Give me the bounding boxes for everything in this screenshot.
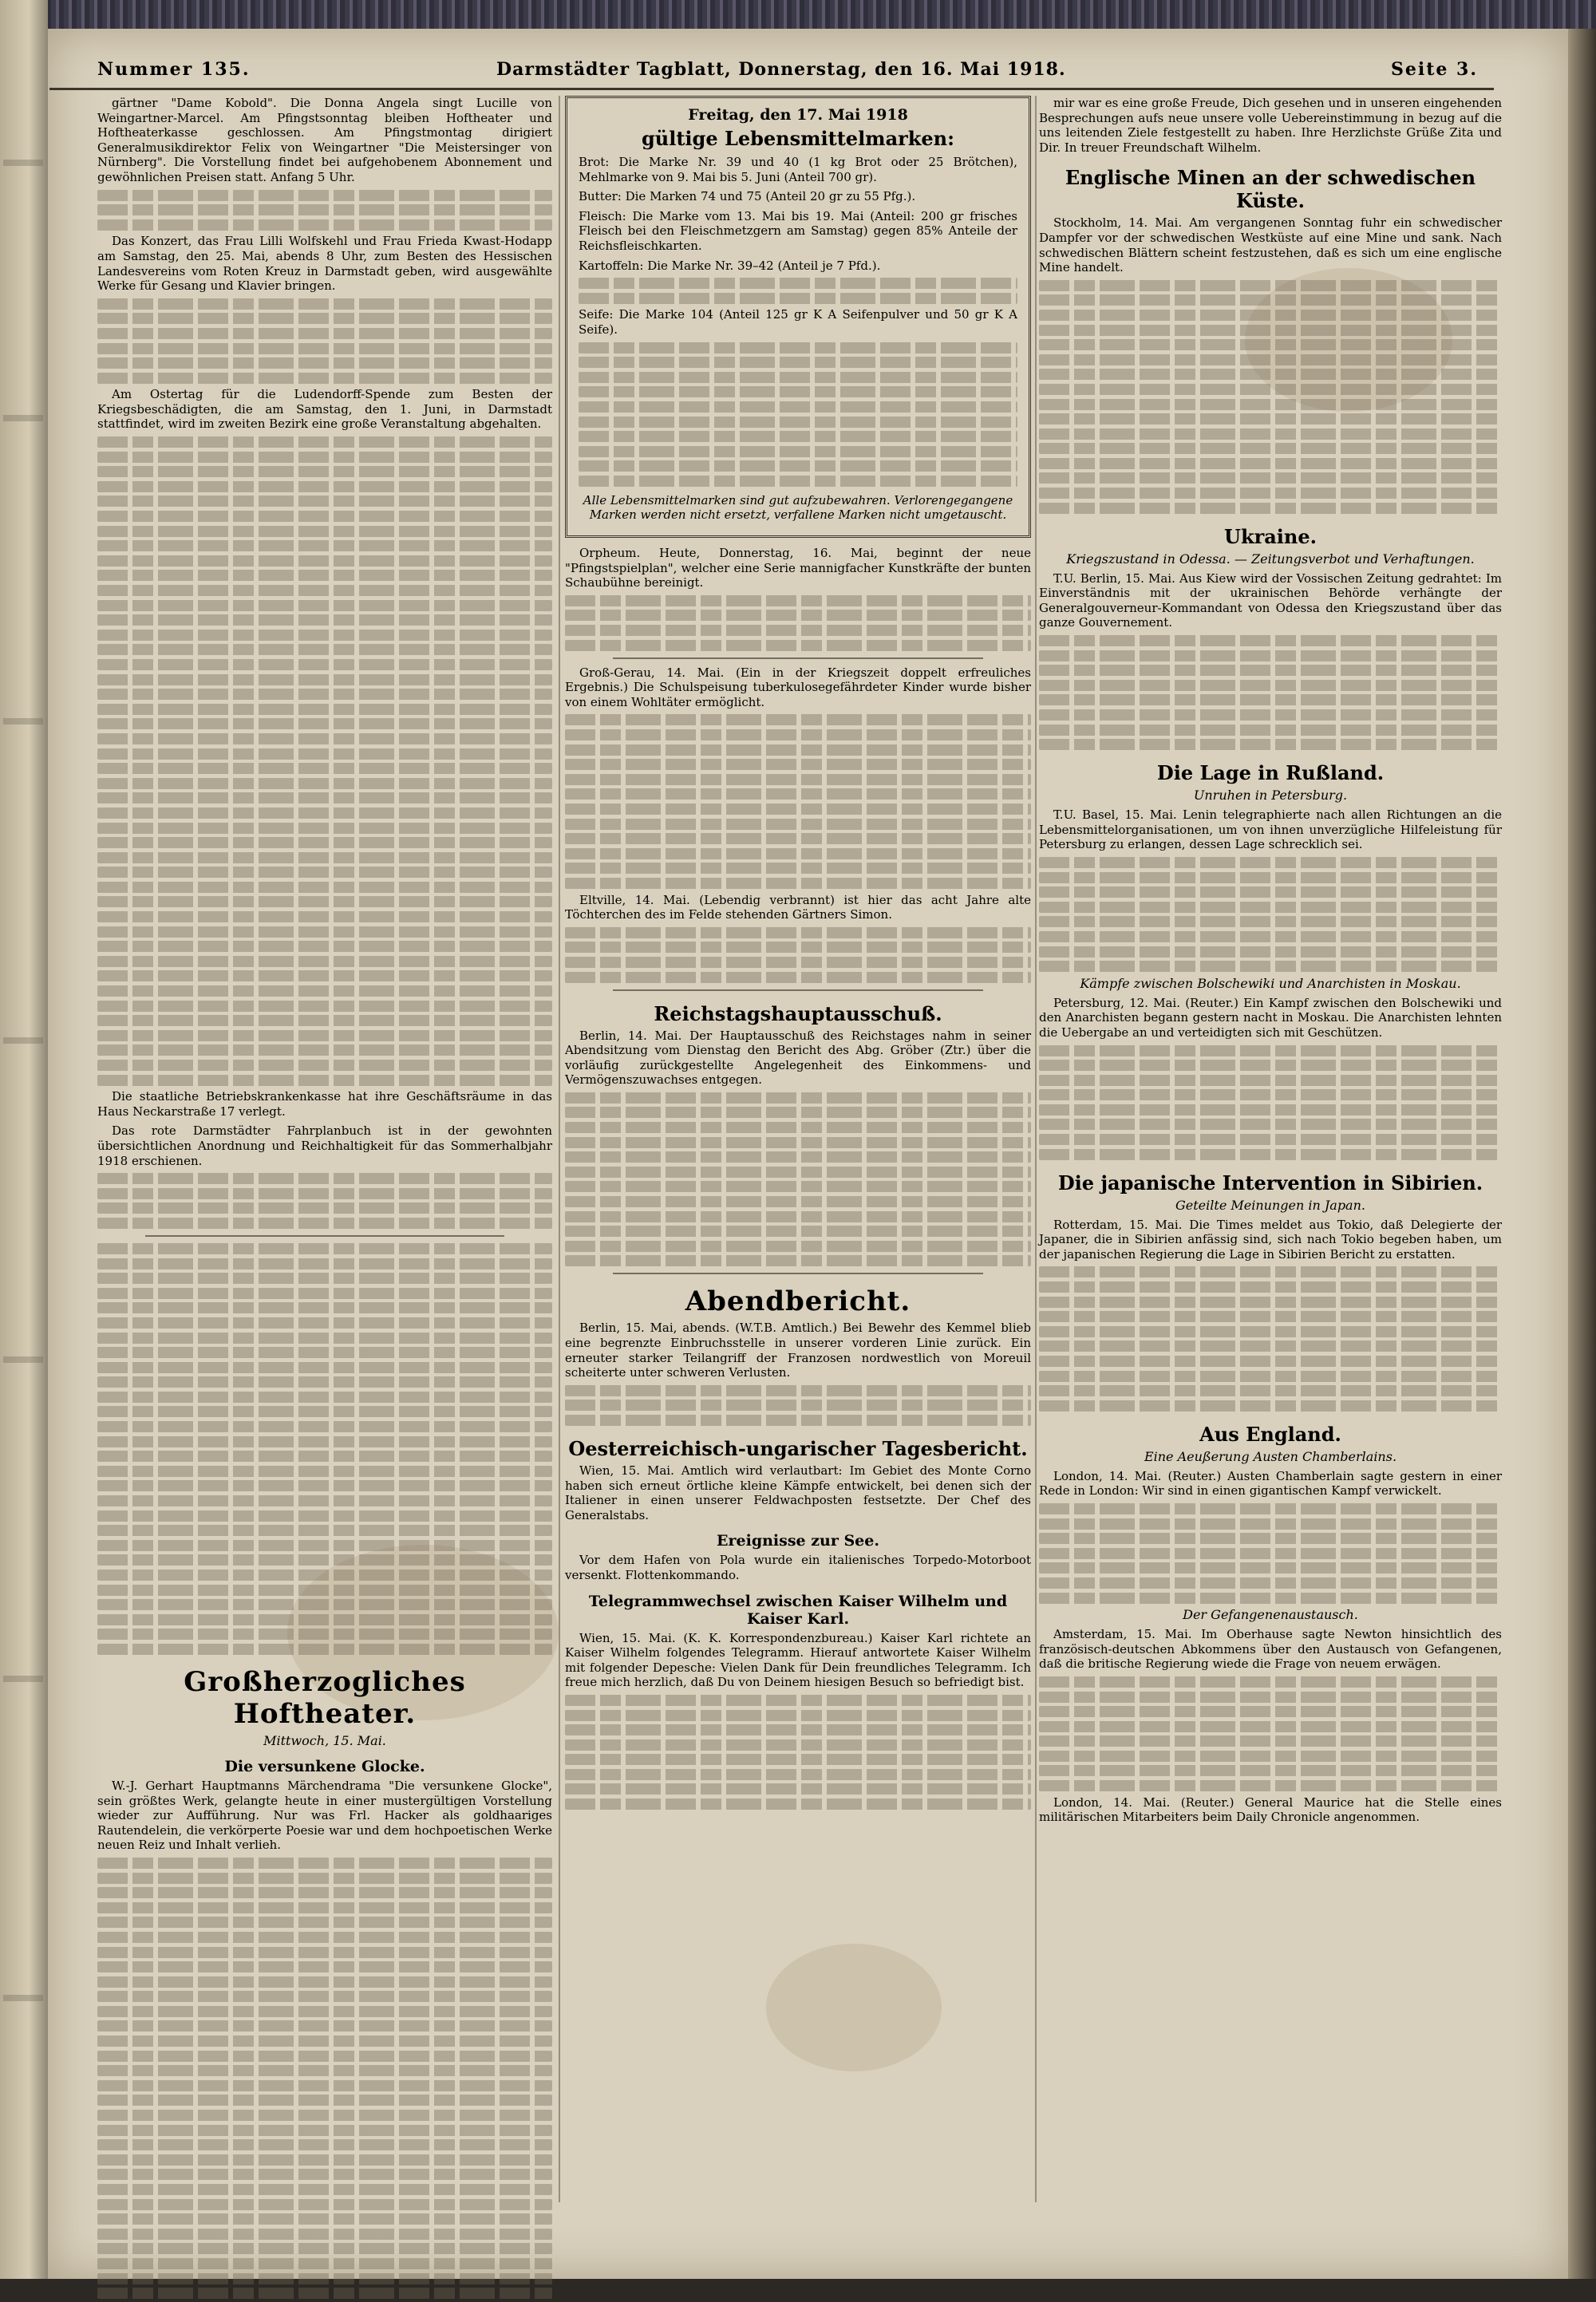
col2-orpheum: Orpheum. Heute, Donnerstag, 16. Mai, beginnt der neue "Pfingstspielplan", welcher eine Serie mannigfacher Kunstkräfte der bunten Schaubühne bereinigt. [565, 546, 1031, 590]
russia-subheading: Unruhen in Petersburg. [1193, 788, 1348, 804]
ukraine-subheading: Kriegszustand in Odessa. — Zeitungsverbot und Verhaftungen. [1066, 551, 1475, 567]
mines-text: Stockholm, 14. Mai. Am vergangenen Sonntag fuhr ein schwedischer Dampfer vor der schwedischen Westküste auf eine Mine und sank. Nach schwedischen Blättern scheint festzustehen, daß es sich um eine englische Mine handelt. [1039, 215, 1502, 275]
abendbericht-text: Berlin, 15. Mai, abends. (W.T.B. Amtlich.) Bei Bewehr des Kemmel blieb eine begrenzte Einbruchsstelle in unserer vorderen Linie zurück. Ein erneuter starker Teilangriff der Franzosen nordwestlich von Moreuil scheiterte unter schweren Verlusten. [565, 1321, 1031, 1380]
col1-ludendorff: Am Ostertag für die Ludendorff-Spende zum Besten der Kriegsbeschädigten, die am Samstag, den 1. Juni, in Darmstadt stattfindet, wird im zweiten Bezirk eine große Veranstaltung abgehalten. [97, 387, 552, 432]
col3-intro: mir war es eine große Freude, Dich gesehen und in unseren eingehenden Besprechungen aufs neue unsere volle Uebereinstimmung in bezug auf die uns leitenden Ziele festgestellt zu haben. Ihre Herzlichste Grüße Zita und Dir. In treuer Freundschaft Wilhelm. [1039, 96, 1502, 155]
ration-note: Alle Lebensmittelmarken sind gut aufzubewahren. Verlorengegangene Marken werden nicht ersetzt, verfallene Marken nicht umgetauscht. [583, 492, 1013, 523]
abendbericht-heading: Abendbericht. [685, 1285, 911, 1318]
col2-gross-gerau: Groß-Gerau, 14. Mai. (Ein in der Kriegszeit doppelt erfreuliches Ergebnis.) Die Schulspeisung tuberkulosegefährdeter Kinder wurde bisher von einem Wohltäter ermöglicht. [565, 665, 1031, 709]
prisoner-exchange-subheading: Der Gefangenenaustausch. [1183, 1607, 1358, 1623]
theater-heading: Großherzogliches Hoftheater. [184, 1665, 466, 1730]
ration-kartoffeln: Kartoffeln: Die Marke Nr. 39–42 (Anteil je 7 Pfd.). [579, 258, 881, 273]
page-right-edge [1568, 29, 1596, 2302]
england-heading: Aus England. [1199, 1422, 1341, 1446]
england-subheading: Eine Aeußerung Austen Chamberlains. [1144, 1448, 1397, 1464]
prisoner-exchange-text: Amsterdam, 15. Mai. Im Oberhause sagte Newton hinsichtlich des französisch-deutschen Abkommens über den Austausch von Gefangenen, daß die britische Regierung wiede die Frage von neuem erwägen. [1039, 1627, 1502, 1672]
moscow-fights-text: Petersburg, 12. Mai. (Reuter.) Ein Kampf zwischen den Bolschewiki und den Anarchisten begann gestern nacht in Moskau. Die Anarchisten lehnten die Uebergabe an und verteidigten sich mit Geschützen. [1039, 995, 1502, 1040]
col1-fahrplan: Das rote Darmstädter Fahrplanbuch ist in der gewohnten übersichtlichen Anordnung und Reichhaltigkeit für das Sommerhalbjahr 1918 erschienen. [97, 1123, 552, 1168]
theater-review: W.-J. Gerhart Hauptmanns Märchendrama "Die versunkene Glocke", sein größtes Werk, gelangte heute in einer mustergültigen Vorstellung wieder zur Aufführung. Nur was Frl. Hacker als goldhaariges Rautendelein, die verkörperte Poesie war und dem hochpoetischen Werke neuen Reiz und Inhalt verlieh. [97, 1778, 552, 1853]
theater-play-title: Die versunkene Glocke. [224, 1757, 425, 1775]
moscow-fights-subheading: Kämpfe zwischen Bolschewiki und Anarchisten in Moskau. [1080, 975, 1461, 991]
binding-top-band [0, 0, 1596, 29]
russia-text: T.U. Basel, 15. Mai. Lenin telegraphierte nach allen Richtungen an die Lebensmittelorganisationen, um von ihnen unverzügliche Hilfeleistung für Petersburg zu erlangen, dessen Lage schrecklich sei. [1039, 807, 1502, 852]
col3-final-note: London, 14. Mai. (Reuter.) General Maurice hat die Stelle eines militärischen Mitarbeiters beim Daily Chronicle angenommen. [1039, 1795, 1502, 1825]
telegram-text: Wien, 15. Mai. (K. K. Korrespondenzbureau.) Kaiser Karl richtete an Kaiser Wilhelm folgendes Telegramm. Hierauf antwortete Kaiser Wilhelm mit folgender Depesche: Vielen Dank für Dein freundliches Telegramm. Ich freue mich herzlich, daß Du von Deinem hiesigen Besuch so befriedigt bist. [565, 1630, 1031, 1690]
masthead [49, 56, 1494, 90]
sea-events-heading: Ereignisse zur See. [717, 1532, 879, 1550]
ration-stamps-box [565, 96, 1031, 538]
ration-brot: Brot: Die Marke Nr. 39 und 40 (1 kg Brot oder 25 Brötchen), Mehlmarke von 9. Mai bis 5. Juni (Anteil 700 gr). [579, 155, 1017, 184]
russia-heading: Die Lage in Rußland. [1156, 761, 1385, 785]
mines-heading: Englische Minen an der schwedischen Küste. [1065, 166, 1476, 213]
reichstag-heading: Reichstagshauptausschuß. [654, 1001, 942, 1025]
reichstag-text: Berlin, 14. Mai. Der Hauptausschuß des Reichstages nahm in seiner Abendsitzung vom Dienstag den Bericht des Abg. Gröber (Ztr.) über die vorläufig zurückgestellte Angelegenheit des Einkommens- und Vermögenszuwachses entgegen. [565, 1028, 1031, 1088]
austria-report-heading: Oesterreichisch-ungarischer Tagesbericht. [568, 1436, 1028, 1460]
column-rule-right [1035, 96, 1037, 2202]
column-rule-left [559, 96, 560, 2202]
ration-box-day: Freitag, den 17. Mai 1918 [688, 106, 908, 124]
col2-eltville: Eltville, 14. Mai. (Lebendig verbrannt) ist hier das acht Jahre alte Töchterchen des im Felde stehenden Gärtners Simon. [565, 892, 1031, 922]
column-2 [565, 96, 1031, 1814]
england-text: London, 14. Mai. (Reuter.) Austen Chamberlain sagte gestern in einer Rede in London: Wir sind in einen gigantischen Kampf verwickelt. [1039, 1468, 1502, 1498]
masthead-title: Darmstädter Tagblatt, Donnerstag, den 16. Mai 1918. [496, 59, 1066, 80]
japan-subheading: Geteilte Meinungen in Japan. [1175, 1197, 1365, 1213]
ration-butter: Butter: Die Marken 74 und 75 (Anteil 20 gr zu 55 Pfg.). [579, 189, 916, 204]
col1-concert: Das Konzert, das Frau Lilli Wolfskehl und Frau Frieda Kwast-Hodapp am Samstag, den 25. Mai, abends 8 Uhr, zum Besten des Hessischen Landesvereins vom Roten Kreuz in Darmstadt geben, wird ausgewählte Werke für Gesang und Klavier bringen. [97, 234, 552, 294]
japan-heading: Die japanische Intervention in Sibirien. [1057, 1171, 1483, 1194]
austria-report-text: Wien, 15. Mai. Amtlich wird verlautbart: Im Gebiet des Monte Corno haben sich erneut örtliche kleine Kämpfe entwickelt, bei denen sich der Italiener in einen unserer Feldwachposten festsetzte. Der Chef des Generalstabs. [565, 1463, 1031, 1522]
column-1 [97, 96, 552, 2302]
theater-date: Mittwoch, 15. Mai. [263, 1732, 386, 1748]
ukraine-text: T.U. Berlin, 15. Mai. Aus Kiew wird der Vossischen Zeitung gedrahtet: Im Einverständnis mit der ukrainischen Behörde verhängte der Generalgouverneur-Kommandant von Odessa den Kriegszustand über das ganze Gouvernement. [1039, 571, 1502, 630]
sea-events-text: Vor dem Hafen von Pola wurde ein italienisches Torpedo-Motorboot versenkt. Flottenkommando. [565, 1553, 1031, 1582]
previous-page-edge [0, 0, 48, 2302]
column-3 [1039, 96, 1502, 1830]
issue-number: Nummer 135. [97, 59, 251, 80]
col1-intro: gärtner "Dame Kobold". Die Donna Angela singt Lucille von Weingartner-Marcel. Am Pfingstsonntag bleiben Hoftheater und Hoftheaterkasse geschlossen. Am Pfingstmontag dirigiert Generalmusikdirektor Felix von Weingartner "Die Meistersinger von Nürnberg". Die Vorstellung findet bei aufgehobenem Abonnement und gewöhnlichen Preisen statt. Anfang 5 Uhr. [97, 96, 552, 184]
ukraine-heading: Ukraine. [1224, 524, 1317, 548]
japan-text: Rotterdam, 15. Mai. Die Times meldet aus Tokio, daß Delegierte der Japaner, die in Sibirien anfässig sind, sich nach Tokio begeben haben, um der japanischen Regierung die Lage in Sibirien Bericht zu erstatten. [1039, 1217, 1502, 1262]
ration-seife: Seife: Die Marke 104 (Anteil 125 gr K A Seifenpulver und 50 gr K A Seife). [579, 307, 1017, 337]
page-number: Seite 3. [1390, 59, 1478, 80]
ration-box-title: gültige Lebensmittelmarken: [642, 127, 954, 150]
col1-krankenkasse: Die staatliche Betriebskrankenkasse hat ihre Geschäftsräume in das Haus Neckarstraße 17 verlegt. [97, 1089, 552, 1119]
ration-fleisch: Fleisch: Die Marke vom 13. Mai bis 19. Mai (Anteil: 200 gr frisches Fleisch bei den Fleischmetzgern am Samstag) gegen 85% Anteile der Reichsfleischkarten. [579, 208, 1017, 253]
telegram-heading: Telegrammwechsel zwischen Kaiser Wilhelm und Kaiser Karl. [588, 1592, 1008, 1628]
